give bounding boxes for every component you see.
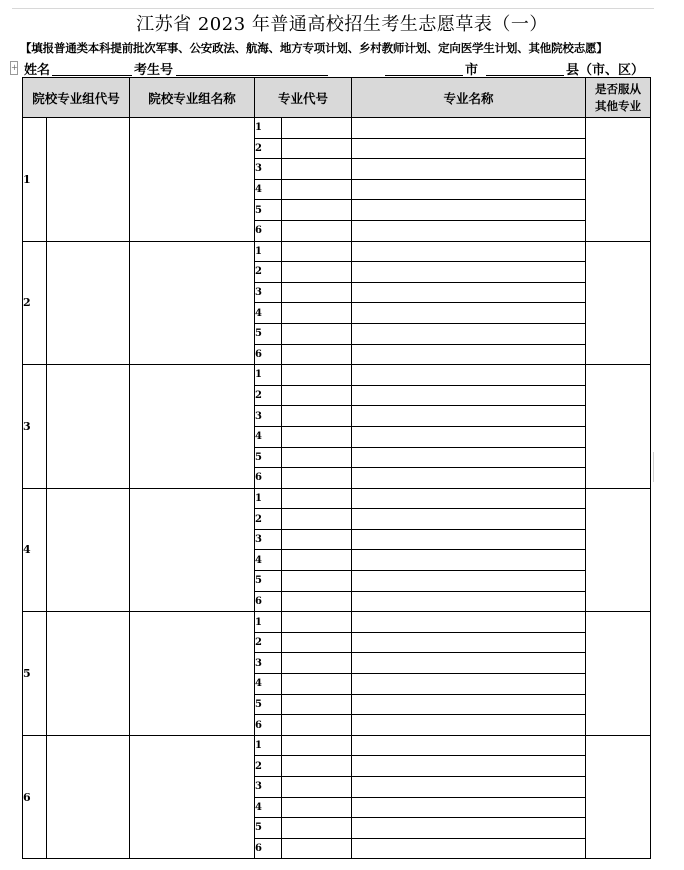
header-adjust-line2: 其他专业 — [595, 98, 642, 113]
major-code-cell[interactable] — [282, 426, 352, 447]
group-code-cell[interactable] — [47, 735, 130, 859]
group-code-cell[interactable] — [47, 241, 130, 365]
major-name-cell[interactable] — [352, 756, 586, 777]
adjust-cell[interactable] — [586, 488, 651, 612]
major-code-cell[interactable] — [282, 282, 352, 303]
group-code-cell[interactable] — [47, 118, 130, 242]
major-code-cell[interactable] — [282, 612, 352, 633]
major-name-cell[interactable] — [352, 488, 586, 509]
group-number: 6 — [23, 735, 47, 859]
group-name-cell[interactable] — [130, 612, 255, 736]
major-name-cell[interactable] — [352, 159, 586, 180]
major-index: 5 — [255, 447, 282, 468]
major-code-cell[interactable] — [282, 365, 352, 386]
major-index: 1 — [255, 241, 282, 262]
major-index: 4 — [255, 303, 282, 324]
major-index: 3 — [255, 653, 282, 674]
header-group-code: 院校专业组代号 — [23, 78, 130, 118]
major-name-cell[interactable] — [352, 797, 586, 818]
major-index: 2 — [255, 756, 282, 777]
table-row — [23, 365, 651, 386]
major-index: 6 — [255, 468, 282, 489]
adjust-cell[interactable] — [586, 365, 651, 489]
major-index: 3 — [255, 529, 282, 550]
major-name-cell[interactable] — [352, 468, 586, 489]
group-name-cell[interactable] — [130, 488, 255, 612]
city-label: 市 — [465, 63, 479, 78]
group-number: 2 — [23, 241, 47, 365]
major-name-cell[interactable] — [352, 509, 586, 530]
major-name-cell[interactable] — [352, 694, 586, 715]
major-index: 6 — [255, 344, 282, 365]
major-name-cell[interactable] — [352, 838, 586, 859]
table-header-row — [23, 78, 651, 118]
major-name-cell[interactable] — [352, 777, 586, 798]
major-index: 1 — [255, 612, 282, 633]
major-code-cell[interactable] — [282, 344, 352, 365]
major-name-cell[interactable] — [352, 591, 586, 612]
major-name-cell[interactable] — [352, 529, 586, 550]
margin-marker-icon: + — [10, 61, 18, 75]
major-index: 6 — [255, 838, 282, 859]
application-form-table — [22, 77, 651, 859]
major-index: 4 — [255, 426, 282, 447]
major-name-cell[interactable] — [352, 426, 586, 447]
major-code-cell[interactable] — [282, 303, 352, 324]
major-name-cell[interactable] — [352, 241, 586, 262]
major-index: 2 — [255, 138, 282, 159]
major-index: 3 — [255, 159, 282, 180]
exam-number-label: 考生号 — [134, 63, 174, 78]
major-name-cell[interactable] — [352, 179, 586, 200]
major-code-cell[interactable] — [282, 118, 352, 139]
major-code-cell[interactable] — [282, 674, 352, 695]
major-code-cell[interactable] — [282, 323, 352, 344]
major-index: 6 — [255, 220, 282, 241]
major-code-cell[interactable] — [282, 571, 352, 592]
group-number: 5 — [23, 612, 47, 736]
major-name-cell[interactable] — [352, 118, 586, 139]
major-index: 6 — [255, 591, 282, 612]
adjust-cell[interactable] — [586, 612, 651, 736]
group-code-cell[interactable] — [47, 612, 130, 736]
major-code-cell[interactable] — [282, 406, 352, 427]
major-name-cell[interactable] — [352, 385, 586, 406]
major-code-cell[interactable] — [282, 777, 352, 798]
major-code-cell[interactable] — [282, 653, 352, 674]
major-name-cell[interactable] — [352, 303, 586, 324]
major-index: 4 — [255, 674, 282, 695]
major-index: 5 — [255, 694, 282, 715]
major-index: 5 — [255, 818, 282, 839]
major-index: 3 — [255, 777, 282, 798]
major-name-cell[interactable] — [352, 571, 586, 592]
major-code-cell[interactable] — [282, 138, 352, 159]
major-code-cell[interactable] — [282, 797, 352, 818]
major-code-cell[interactable] — [282, 715, 352, 736]
major-index: 5 — [255, 571, 282, 592]
major-index: 3 — [255, 282, 282, 303]
subtitle: 【填报普通类本科提前批次军事、公安政法、航海、地方专项计划、乡村教师计划、定向医学生计划、其他院校志愿】 — [20, 41, 608, 55]
major-code-cell[interactable] — [282, 818, 352, 839]
major-name-cell[interactable] — [352, 200, 586, 221]
header-adjust — [586, 78, 651, 118]
major-index: 5 — [255, 323, 282, 344]
major-name-cell[interactable] — [352, 220, 586, 241]
major-index: 1 — [255, 735, 282, 756]
top-rule — [12, 8, 654, 9]
name-label: 姓名 — [24, 63, 51, 78]
major-index: 6 — [255, 715, 282, 736]
header-adjust-line1: 是否服从 — [595, 81, 642, 96]
major-name-cell[interactable] — [352, 282, 586, 303]
exam-number-field[interactable] — [176, 75, 328, 76]
group-name-cell[interactable] — [130, 241, 255, 365]
major-code-cell[interactable] — [282, 632, 352, 653]
adjust-cell[interactable] — [586, 735, 651, 859]
major-code-cell[interactable] — [282, 179, 352, 200]
major-index: 1 — [255, 365, 282, 386]
major-code-cell[interactable] — [282, 488, 352, 509]
major-code-cell[interactable] — [282, 220, 352, 241]
group-name-cell[interactable] — [130, 365, 255, 489]
major-code-cell[interactable] — [282, 159, 352, 180]
major-index: 4 — [255, 797, 282, 818]
header-major-name: 专业名称 — [352, 78, 586, 118]
major-code-cell[interactable] — [282, 694, 352, 715]
major-code-cell[interactable] — [282, 385, 352, 406]
table-row — [23, 612, 651, 633]
major-code-cell[interactable] — [282, 735, 352, 756]
county-label: 县（市、区） — [566, 63, 645, 78]
major-code-cell[interactable] — [282, 468, 352, 489]
adjust-cell[interactable] — [586, 241, 651, 365]
major-code-cell[interactable] — [282, 591, 352, 612]
group-name-cell[interactable] — [130, 735, 255, 859]
major-index: 2 — [255, 385, 282, 406]
major-code-cell[interactable] — [282, 200, 352, 221]
group-number: 3 — [23, 365, 47, 489]
major-index: 4 — [255, 179, 282, 200]
major-index: 2 — [255, 262, 282, 283]
major-code-cell[interactable] — [282, 756, 352, 777]
header-group-name: 院校专业组名称 — [130, 78, 255, 118]
major-code-cell[interactable] — [282, 529, 352, 550]
major-index: 4 — [255, 550, 282, 571]
major-index: 5 — [255, 200, 282, 221]
major-name-cell[interactable] — [352, 735, 586, 756]
table-row — [23, 118, 651, 139]
major-name-cell[interactable] — [352, 138, 586, 159]
name-field[interactable] — [52, 75, 132, 76]
major-name-cell[interactable] — [352, 262, 586, 283]
table-row — [23, 735, 651, 756]
major-code-cell[interactable] — [282, 241, 352, 262]
major-name-cell[interactable] — [352, 406, 586, 427]
header-major-code: 专业代号 — [255, 78, 352, 118]
table-row — [23, 241, 651, 262]
major-code-cell[interactable] — [282, 509, 352, 530]
major-name-cell[interactable] — [352, 632, 586, 653]
major-index: 3 — [255, 406, 282, 427]
group-code-cell[interactable] — [47, 365, 130, 489]
group-number: 4 — [23, 488, 47, 612]
major-name-cell[interactable] — [352, 818, 586, 839]
city-field[interactable] — [385, 75, 463, 76]
adjust-cell[interactable] — [586, 118, 651, 242]
major-name-cell[interactable] — [352, 550, 586, 571]
page-title: 江苏省 2023 年普通高校招生考生志愿草表（一） — [136, 14, 548, 35]
table-row — [23, 488, 651, 509]
major-name-cell[interactable] — [352, 653, 586, 674]
major-code-cell[interactable] — [282, 838, 352, 859]
major-code-cell[interactable] — [282, 447, 352, 468]
major-name-cell[interactable] — [352, 715, 586, 736]
major-name-cell[interactable] — [352, 447, 586, 468]
group-code-cell[interactable] — [47, 488, 130, 612]
side-tick — [653, 452, 654, 482]
major-index: 2 — [255, 509, 282, 530]
major-name-cell[interactable] — [352, 344, 586, 365]
major-name-cell[interactable] — [352, 365, 586, 386]
major-index: 1 — [255, 488, 282, 509]
major-name-cell[interactable] — [352, 323, 586, 344]
group-number: 1 — [23, 118, 47, 242]
major-name-cell[interactable] — [352, 674, 586, 695]
major-index: 2 — [255, 632, 282, 653]
group-name-cell[interactable] — [130, 118, 255, 242]
major-code-cell[interactable] — [282, 262, 352, 283]
candidate-info-line — [0, 59, 684, 77]
major-code-cell[interactable] — [282, 550, 352, 571]
county-field[interactable] — [486, 75, 564, 76]
major-name-cell[interactable] — [352, 612, 586, 633]
major-index: 1 — [255, 118, 282, 139]
